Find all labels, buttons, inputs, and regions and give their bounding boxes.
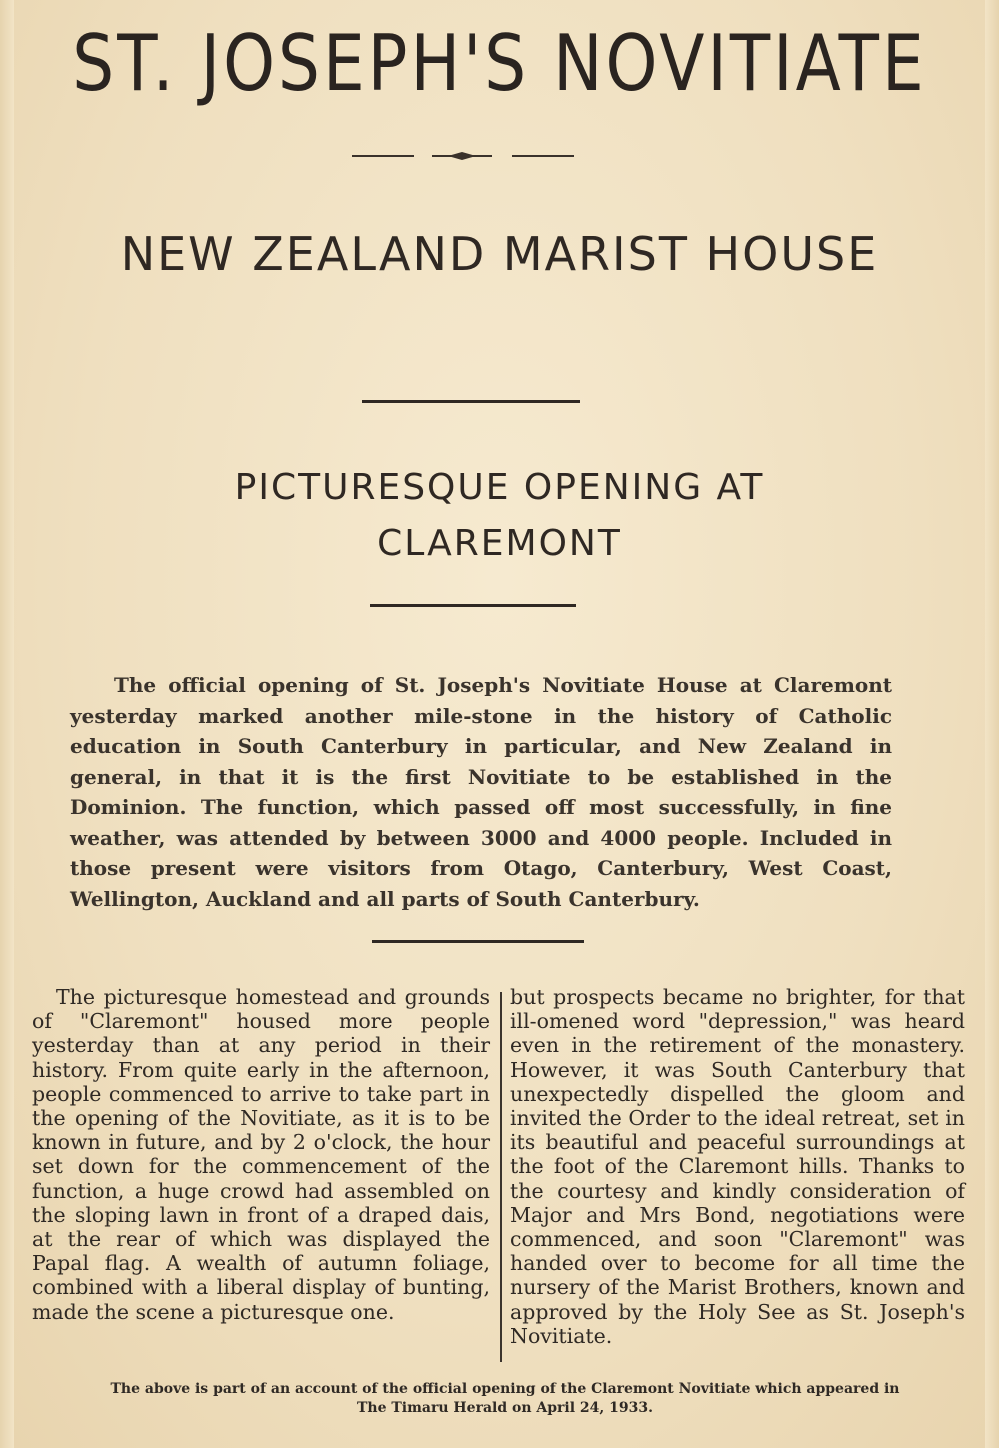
paper-edge-left — [0, 0, 14, 1448]
paper-edge-right — [985, 0, 999, 1448]
column-right — [510, 985, 965, 1348]
subhead-text: NEW ZEALAND MARIST HOUSE — [120, 227, 879, 281]
footnote — [40, 1380, 970, 1418]
rule-divider — [362, 400, 580, 403]
lead-text: The official opening of St. Joseph's Novitiate House at Claremont yesterday marked another mile-stone in the history of Catholic education in South Canterbury in particular, and New Zealand in general, in that it is the first Novitiate to be established in the Dominion. The function, which passed off most successfully, in fine weather, was attended by between 3000 and 4000 people. Included in those present were visitors from Otago, Canterbury, West Coast, Wellington, Auckland and all parts of South Canterbury. — [70, 673, 892, 911]
footnote-line-2: The Timaru Herald on April 24, 1933. — [357, 1400, 653, 1416]
ornament-divider — [352, 150, 574, 162]
footnote-line-1: The above is part of an account of the official opening of the Claremont Novitiate which appeared in — [110, 1381, 900, 1397]
column-right-text: but prospects became no brighter, for that ill-omened word "depression," was heard even in the retirement of the monastery. However, it was South Canterbury that unexpectedly dispelled the gloom and invited the Order to the ideal retreat, set in its beautiful and peaceful surroundings at the foot of the Claremont hills. Thanks to the courtesy and kindly consideration of Major and Mrs Bond, negotiations were commenced, and soon "Claremont" was handed over to become for all time the nursery of the Marist Brothers, known and approved by the Holy See as St. Joseph's Novitiate. — [510, 985, 965, 1348]
subhead — [0, 226, 999, 282]
rule-divider — [372, 940, 584, 943]
column-left — [32, 985, 490, 1324]
rule-divider — [370, 604, 576, 607]
deck-text: PICTURESQUE OPENING AT CLAREMONT — [234, 467, 765, 564]
lead-paragraph — [70, 670, 892, 914]
column-left-text: The picturesque homestead and grounds of "Claremont" housed more people yesterday than at any period in their history. From quite early in the afternoon, people commenced to arrive to take part in the opening of the Novitiate, as it is to be known in future, and by 2 o'clock, the hour set down for the commencement of the function, a huge crowd had assembled on the sloping lawn in front of a draped dais, at the rear of which was displayed the Papal flag. A wealth of autumn foliage, combined with a liberal display of bunting, made the scene a picturesque one. — [32, 985, 490, 1324]
deck — [0, 460, 999, 572]
column-divider — [500, 992, 502, 1362]
headline: ST. JOSEPH'S NOVITIATE — [72, 18, 927, 109]
